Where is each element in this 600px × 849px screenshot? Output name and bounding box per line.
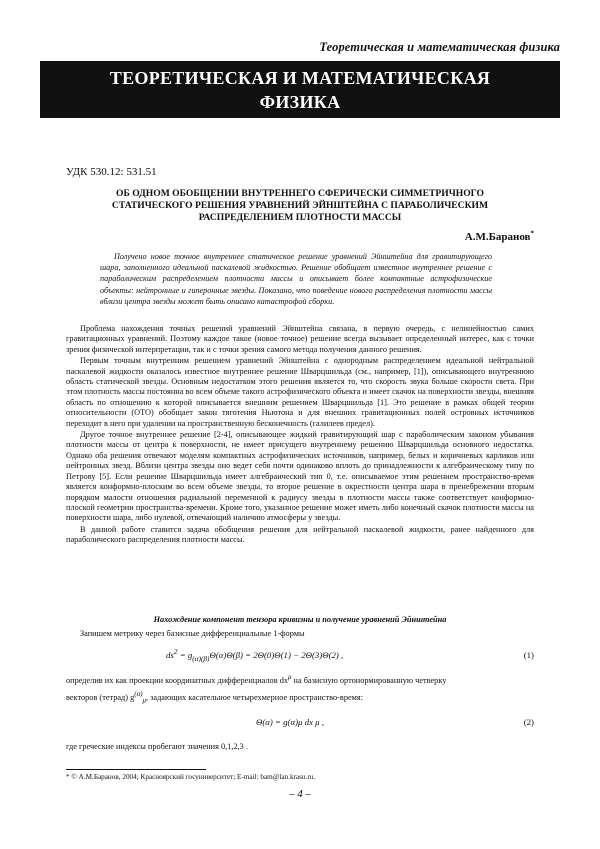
author-footnote-mark: * — [530, 229, 534, 238]
equation-1 — [66, 647, 534, 666]
equation-2 — [66, 717, 534, 733]
paragraph: Другое точное внутреннее решение [2-4], описывающее жидкий гравитирующий шар с параболическим законом убывания плотности массы от центра к поверхности, не имеет присущего внутреннему решению Шварцшильда основного недостатка. Однако оба решения отвечают моделям компактных астрофизических источников, например, белых и коричневых карликов или нейтронных звезд. Вблизи центра звезды оно ведет себя почти одинаково вплоть до принадлежности к алгебраическому типу по Петрову [5]. Если решение Шварцшильда имеет алгебраический тип 0, т.е. описываемое этим решением пространство-время является конформно-плоским во всем объеме звезды, то второе решение в окрестности центра шара в пренебрежении вторым порядком малости отношения радиальной переменной к радиусу звезды в плотности массы также соответствует конформно-плоской геометрии пространства-времени. Кроме того, указанное решение может иметь либо конечный скачок плотности массы на поверхности шара, либо нулевой, отвечающий наличию атмосферы у звезды. — [66, 430, 534, 523]
section-banner-line2: ФИЗИКА — [259, 92, 341, 112]
abstract-text: Получено новое точное внутреннее статическое решение уравнений Эйнштейна для гравитирующего шара, заполненного идеальной паскалевой жидкостью. Решение обобщает известное внутреннее решение с параболическим распределением плотности массы и описывает более компактные астрофизические объекты: нейтронные и гиперонные звезды. Показано, что поведение нового распределения плотности массы вблизи центра звезды может быть описано катастрофой сборки. — [100, 252, 492, 306]
text-after-eq2: где греческие индексы пробегают значения 0,1,2,3 . — [66, 742, 248, 751]
footnote-rule — [66, 769, 206, 770]
equation-1-formula: $ds^2 = g_{(\alpha)(\beta)}\Theta(\alpha)\Theta(\beta) = 2\Theta(0)\Theta(1) - 2\Theta(3)\Theta(2)$ , — [166, 647, 344, 663]
abstract — [100, 251, 492, 307]
section-banner-line1: ТЕОРЕТИЧЕСКАЯ И МАТЕМАТИЧЕСКАЯ — [109, 68, 491, 88]
udk-code: УДК 530.12: 531.51 — [66, 166, 157, 178]
author — [465, 231, 534, 243]
footnote: * © А.М.Баранов, 2004; Красноярский госуниверситет; E-mail: bam@lan.krasu.ru. — [66, 773, 316, 781]
paragraph: Проблема нахождения точных решений уравнений Эйнштейна связана, в первую очередь, с нелинейностью самих гравитационных уравнений. Поэтому каждое такое (новое точное) решение всегда вызывает определенный интерес, как с точки зрения физической интерпретации, так и с точки зрения самого метода получения данного решения. — [66, 324, 534, 354]
paragraph: В данной работе ставится задача обобщения решения для нейтральной паскалевой жидкости, ранее найденного для параболического распределения плотности массы. — [66, 524, 534, 545]
body-text — [66, 324, 534, 547]
section-subheading: Нахождение компонент тензора кривизны и получение уравнений Эйнштейна — [153, 615, 447, 624]
text-after-eq1-line1: определив их как проекции координатных дифференциалов $dx^\mu$ на базисную ортонормированную четверку — [66, 674, 447, 685]
text-before-eq1: Запишем метрику через базисные дифференциальные 1-формы — [80, 629, 305, 638]
running-head: Теоретическая и математическая физика — [319, 40, 560, 54]
equation-2-number: (2) — [523, 717, 534, 727]
page-number: – 4 – — [289, 788, 311, 800]
equation-1-number: (1) — [523, 650, 534, 660]
author-name: А.М.Баранов — [464, 231, 531, 243]
equation-2-formula: Θ(α) = g(α)μ dx μ , — [256, 717, 324, 727]
text-after-eq1-line2: векторов (тетрад) $g^{(\alpha)}_\mu$, задающих касательное четырехмерное пространство-время: — [66, 691, 364, 705]
section-banner — [40, 63, 560, 118]
paragraph: Первым точным внутренним решением уравнений Эйнштейна с однородным распределением идеальной нейтральной паскалевой жидкости оказалось известное внутреннее решение Шварцшильда (см., например, [1]), описывающего внутреннюю область статической звезды. Основным недостатком этого решения является то, что скорость звука больше скорости света. При этом плотность массы постоянна во всем объеме такого астрофизического объекта и имеет скачок на поверхности звезды, внешняя область по отношению к которой описывается внешним решением Шварцшильда [1]. Это решение в рамках общей теории относительности (ОТО) обобщает закон тяготения Ньютона и для внешних гравитационных полей островных источников переходит в него при удалении на пространственную бесконечность (галилеев предел). — [66, 356, 534, 428]
paper-title: ОБ ОДНОМ ОБОБЩЕНИИ ВНУТРЕННЕГО СФЕРИЧЕСКИ СИММЕТРИЧНОГО СТАТИЧЕСКОГО РЕШЕНИЯ УРАВНЕНИЙ ЭЙНШТЕЙНА С ПАРАБОЛИЧЕСКИМ РАСПРЕДЕЛЕНИЕМ ПЛОТНОСТИ МАССЫ — [111, 188, 489, 223]
